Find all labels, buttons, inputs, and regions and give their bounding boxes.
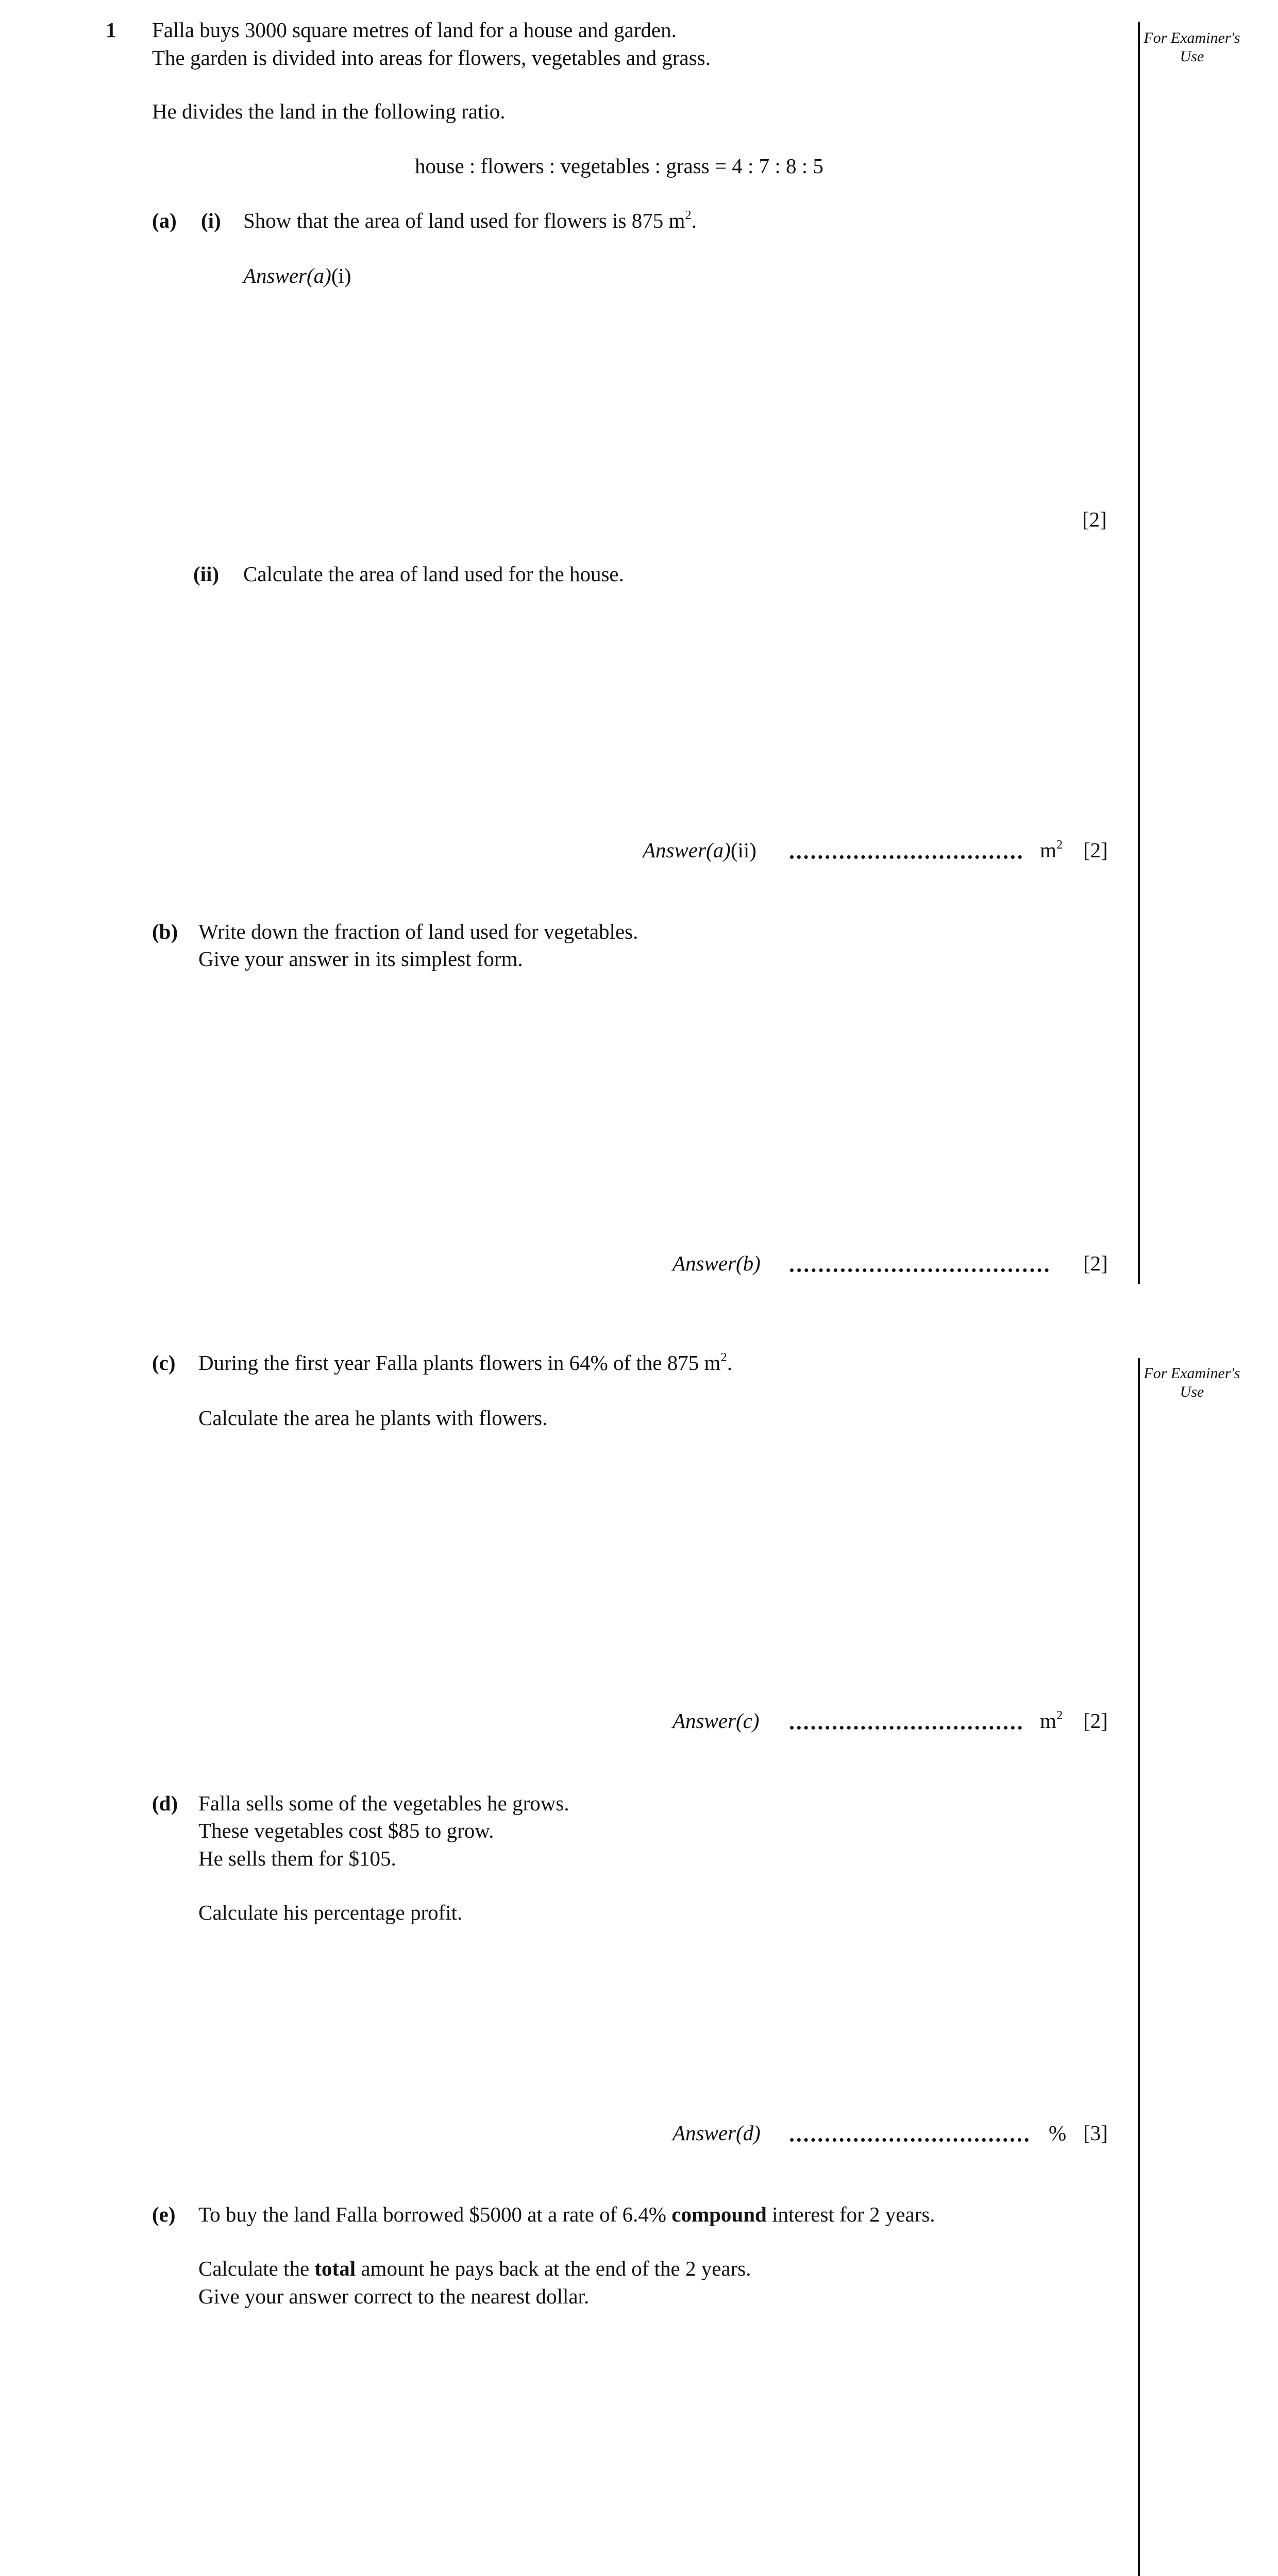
examiner-use-label-2: For Examiner's Use: [1144, 1365, 1240, 1400]
part-e-line-3: Give your answer correct to the nearest dollar.: [198, 2284, 590, 2308]
marks-d: [3]: [1083, 2121, 1108, 2145]
examiner-use-label: For Examiner's Use: [1144, 29, 1240, 65]
answer-b-label: Answer(b): [672, 1251, 761, 1275]
examiner-margin-line-top: [1138, 22, 1140, 1284]
examiner-margin-line-bottom: [1138, 1358, 1140, 2576]
marks-a-i: [2]: [1082, 507, 1107, 531]
unit-a-ii: $m^2$: [1040, 837, 1063, 862]
unit-d: %: [1049, 2121, 1067, 2145]
part-a-i-label: (i): [201, 209, 221, 232]
intro-line-2: The garden is divided into areas for flowers, vegetables and grass.: [152, 46, 711, 70]
part-d-line-2: These vegetables cost $85 to grow.: [198, 1819, 494, 1842]
part-b-line-2: Give your answer in its simplest form.: [198, 947, 523, 971]
answer-d-field[interactable]: [790, 2138, 1029, 2142]
part-c-line-1: During the first year Falla plants flowers in 64% of the 875 $m^2$.: [198, 1350, 732, 1375]
part-d-line-4: Calculate his percentage profit.: [198, 1901, 463, 1924]
marks-c: [2]: [1083, 1709, 1108, 1733]
intro-line-1: Falla buys 3000 square metres of land for a house and garden.: [152, 18, 677, 42]
answer-d-label: Answer(d): [672, 2121, 761, 2145]
question-number: 1: [106, 18, 116, 42]
part-e-line-2: Calculate the total amount he pays back at the end of the 2 years.: [198, 2257, 751, 2280]
unit-c: $m^2$: [1040, 1708, 1063, 1733]
part-e-line-1: To buy the land Falla borrowed $5000 at a rate of 6.4% compound interest for 2 years.: [198, 2202, 935, 2226]
part-e-label: (e): [152, 2202, 176, 2226]
part-a-i-text: Show that the area of land used for flowers is 875 $m^2$.: [243, 208, 697, 232]
answer-b-field[interactable]: [790, 1268, 1049, 1272]
part-a-label: (a): [152, 209, 177, 232]
intro-line-3: He divides the land in the following ratio.: [152, 99, 506, 123]
answer-c-label: Answer(c): [672, 1709, 760, 1733]
answer-c-field[interactable]: [790, 1726, 1022, 1730]
marks-b: [2]: [1083, 1251, 1108, 1275]
part-d-label: (d): [152, 1791, 178, 1815]
part-c-line-2: Calculate the area he plants with flowers.: [198, 1406, 548, 1430]
answer-a-i-label: Answer(a)(i): [243, 264, 351, 287]
ratio-statement: house : flowers : vegetables : grass = 4 : 7 : 8 : 5: [415, 154, 823, 178]
part-a-ii-label: (ii): [193, 562, 220, 586]
answer-a-ii-label: Answer(a)(ii): [643, 838, 756, 862]
part-d-line-1: Falla sells some of the vegetables he grows.: [198, 1791, 569, 1815]
part-b-label: (b): [152, 920, 178, 943]
part-a-ii-text: Calculate the area of land used for the house.: [243, 562, 624, 586]
part-c-label: (c): [152, 1351, 176, 1375]
part-b-line-1: Write down the fraction of land used for vegetables.: [198, 920, 638, 943]
part-d-line-3: He sells them for $105.: [198, 1846, 396, 1870]
answer-a-ii-field[interactable]: [790, 855, 1022, 859]
marks-a-ii: [2]: [1083, 838, 1108, 862]
